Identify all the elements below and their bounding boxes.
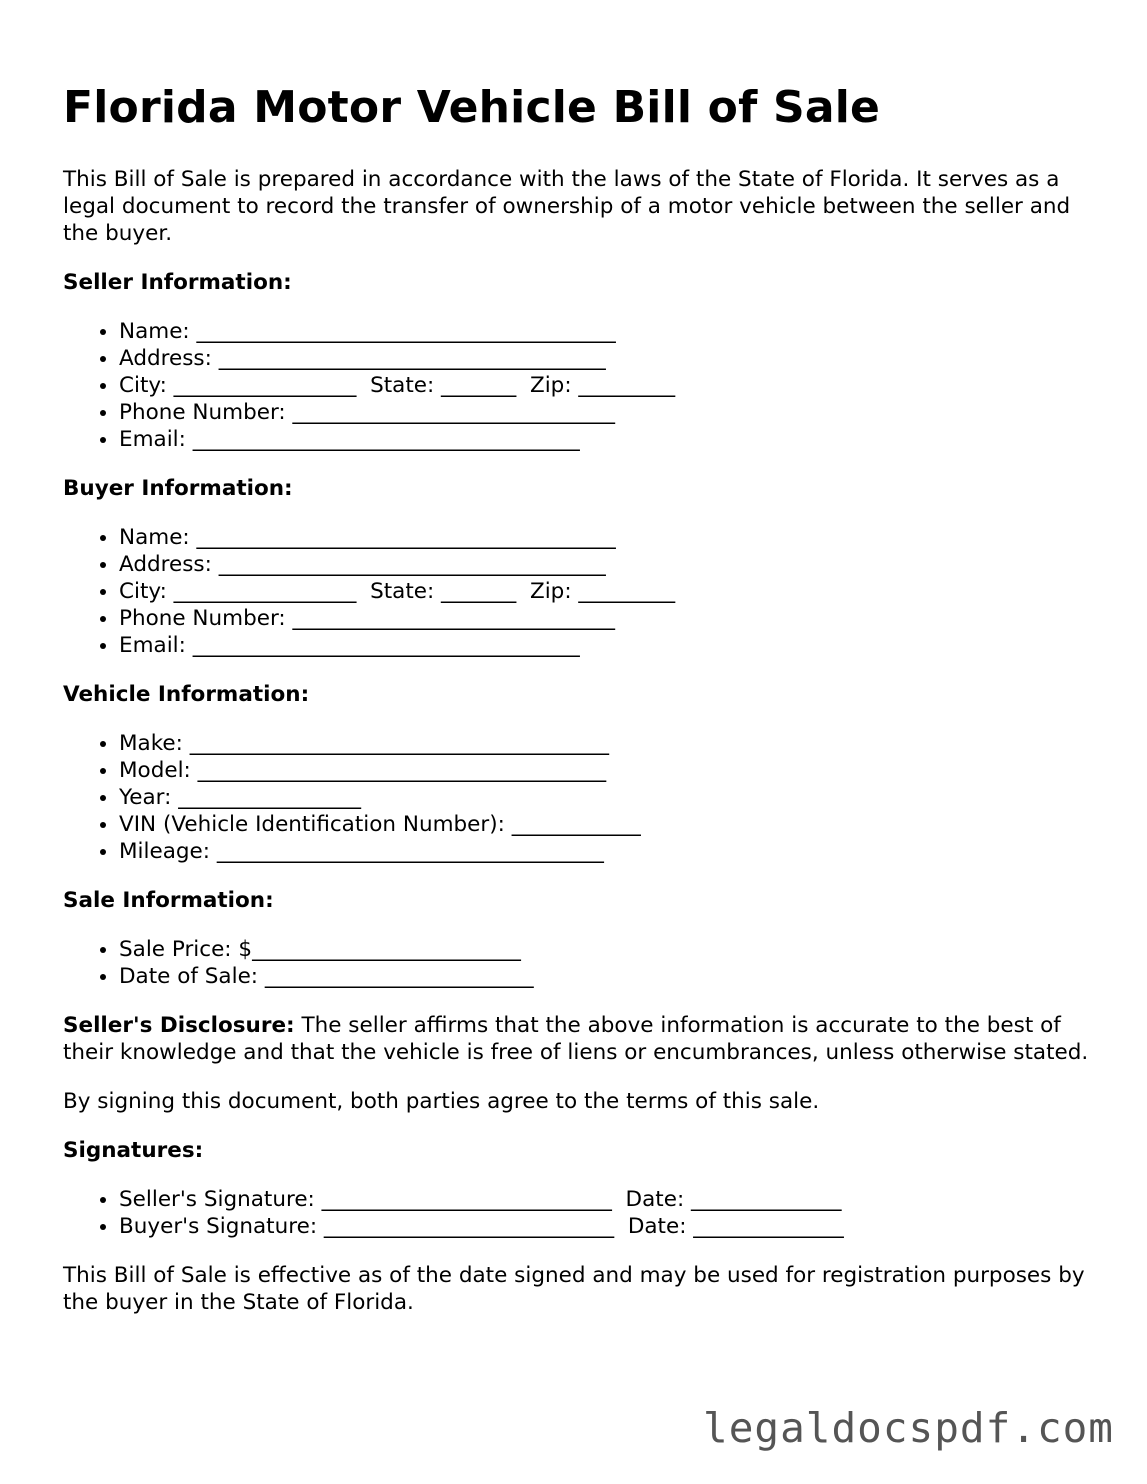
- buyer-signature-field: • Buyer's Signature: ___________________________ Date: ______________: [119, 1213, 1093, 1240]
- signatures-heading: Signatures:: [63, 1138, 204, 1163]
- seller-city-state-zip-field: • City: _________________ State: _______ Zip: _________: [119, 372, 1093, 399]
- buyer-address-field: • Address: ____________________________________: [119, 551, 1093, 578]
- closing-paragraph: This Bill of Sale is effective as of the date signed and may be used for registration purposes by the buyer in the State of Florida.: [63, 1263, 1085, 1315]
- vehicle-mileage-field: • Mileage: ____________________________________: [119, 838, 1093, 865]
- seller-email-field: • Email: ____________________________________: [119, 426, 1093, 453]
- vehicle-year-field: • Year: _________________: [119, 784, 1093, 811]
- sale-heading: Sale Information:: [63, 888, 274, 913]
- document: [63, 80, 1093, 1338]
- buyer-heading: Buyer Information:: [63, 476, 293, 501]
- vehicle-heading: Vehicle Information:: [63, 682, 310, 707]
- seller-fields: [63, 318, 1093, 453]
- seller-phone-field: • Phone Number: ______________________________: [119, 399, 1093, 426]
- brand-watermark: legaldocspdf.com: [703, 1404, 1114, 1452]
- seller-address-field: • Address: ____________________________________: [119, 345, 1093, 372]
- sale-date-field: • Date of Sale: _________________________: [119, 963, 1093, 990]
- vehicle-make-field: • Make: _______________________________________: [119, 730, 1093, 757]
- seller-signature-field: • Seller's Signature: ___________________________ Date: ______________: [119, 1186, 1093, 1213]
- seller-heading: Seller Information:: [63, 270, 292, 295]
- buyer-fields: [63, 524, 1093, 659]
- buyer-city-state-zip-field: • City: _________________ State: _______ Zip: _________: [119, 578, 1093, 605]
- vehicle-model-field: • Model: ______________________________________: [119, 757, 1093, 784]
- signature-fields: [63, 1186, 1093, 1240]
- disclosure-text: The seller affirms that the above information is accurate to the best of their knowledge and that the vehicle is free of liens or encumbrances, unless otherwise stated.: [63, 1013, 1089, 1065]
- sale-price-field: • Sale Price: $_________________________: [119, 936, 1093, 963]
- disclosure-label: Seller's Disclosure:: [63, 1013, 295, 1038]
- sale-fields: [63, 936, 1093, 990]
- agreement-paragraph: By signing this document, both parties agree to the terms of this sale.: [63, 1089, 820, 1114]
- vehicle-fields: [63, 730, 1093, 865]
- disclosure-paragraph: [63, 1012, 1093, 1066]
- vehicle-vin-field: • VIN (Vehicle Identification Number): ____________: [119, 811, 1093, 838]
- intro-paragraph: This Bill of Sale is prepared in accordance with the laws of the State of Florida. It serves as a legal document to record the transfer of ownership of a motor vehicle between the seller and the buyer.: [63, 167, 1071, 246]
- seller-name-field: • Name: _______________________________________: [119, 318, 1093, 345]
- buyer-email-field: • Email: ____________________________________: [119, 632, 1093, 659]
- buyer-name-field: • Name: _______________________________________: [119, 524, 1093, 551]
- document-title: Florida Motor Vehicle Bill of Sale: [63, 82, 881, 133]
- buyer-phone-field: • Phone Number: ______________________________: [119, 605, 1093, 632]
